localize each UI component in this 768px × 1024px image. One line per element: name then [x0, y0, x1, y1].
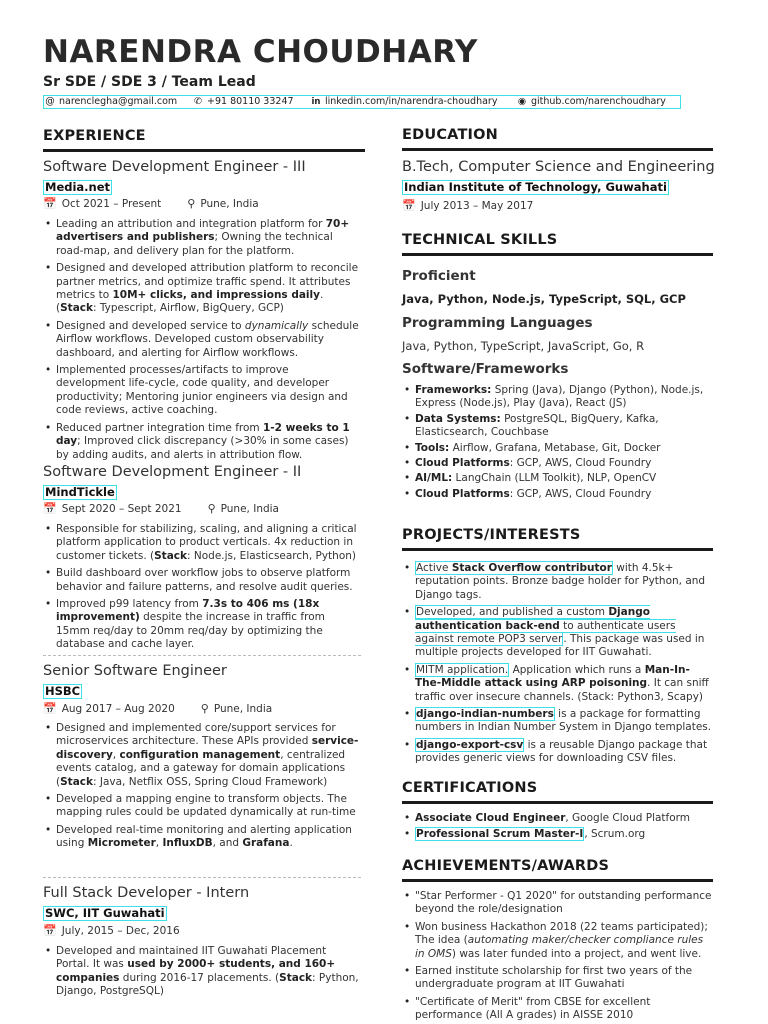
at-icon: @	[45, 96, 55, 107]
calendar-icon: 📅	[43, 502, 57, 515]
certifications-list	[402, 812, 713, 846]
degree-title: B.Tech, Computer Science and Engineering	[402, 159, 715, 175]
list-item[interactable]: • Professional Scrum Master-I, Scrum.org	[402, 828, 713, 841]
list-item: • "Certificate of Merit" from CBSE for excellent performance (All A grades) in AISSE 2010	[402, 996, 713, 1023]
achievements-heading: ACHIEVEMENTS/AWARDS	[402, 858, 610, 874]
list-item: • MITM application. Application which runs a Man-In-The-Middle attack using ARP poisoning. It can sniff traffic over insecure channels. (Stack: Python3, Scapy)	[402, 664, 713, 704]
frameworks-list	[402, 384, 713, 503]
list-item: • Leading an attribution and integration platform for 70+ advertisers and publishers; Owning the technical road-map, and delivery plan for the platform.	[43, 218, 361, 258]
certifications-heading: CERTIFICATIONS	[402, 780, 538, 796]
list-item: • Cloud Platforms: GCP, AWS, Cloud Foundry	[402, 488, 713, 501]
list-item: • Earned institute scholarship for first two years of the undergraduate program at IIT Guwahati	[402, 965, 713, 992]
list-item: • Won business Hackathon 2018 (22 teams participated); The idea (automating maker/checker compliance rules in OMS) was later funded into a project, and went live.	[402, 921, 713, 961]
list-item: • Build dashboard over workflow jobs to observe platform behavior and failure patterns, and resolve audit queries.	[43, 567, 361, 594]
school-link[interactable]: Indian Institute of Technology, Guwahati	[404, 180, 667, 194]
contact-github[interactable]: ◉ github.com/narenchoudhary	[517, 96, 666, 107]
skills-heading: TECHNICAL SKILLS	[402, 232, 558, 248]
resume-name: NARENDRA CHOUDHARY	[43, 34, 478, 70]
github-icon: ◉	[517, 96, 527, 107]
list-item: • Developed, and published a custom Django authentication back-end to authenticate users against remote POP3 server. This package was used in multiple projects developed for IIT Guwahati.	[402, 606, 713, 660]
education-heading: EDUCATION	[402, 127, 499, 143]
proficient-label: Proficient	[402, 268, 476, 284]
divider	[43, 877, 361, 878]
calendar-icon: 📅	[43, 924, 57, 937]
job-bullets	[43, 218, 361, 466]
divider	[43, 655, 361, 656]
proficient-list: Java, Python, Node.js, TypeScript, SQL, GCP	[402, 292, 686, 306]
map-pin-icon: ⚲	[187, 197, 196, 210]
list-item: • AI/ML: LangChain (LLM Toolkit), NLP, OpenCV	[402, 472, 713, 485]
job-title: Senior Software Engineer	[43, 663, 227, 679]
job-meta: 📅 Sept 2020 – Sept 2021 ⚲ Pune, India	[43, 502, 279, 515]
list-item: • Designed and developed service to dynamically schedule Airflow workflows. Developed custom observability dashboard, and alerting for Airflow workflows.	[43, 320, 361, 360]
calendar-icon: 📅	[43, 197, 57, 210]
company-link[interactable]: SWC, IIT Guwahati	[45, 906, 165, 920]
contact-bar	[43, 95, 681, 109]
job-title: Software Development Engineer - III	[43, 159, 306, 175]
projects-heading: PROJECTS/INTERESTS	[402, 527, 581, 543]
company-link[interactable]: HSBC	[45, 684, 81, 698]
job-bullets	[43, 945, 361, 1003]
list-item: • Improved p99 latency from 7.3s to 406 ms (18x improvement) despite the increase in traffic from 15mm req/day to 20mm req/day by optimizing the database and cache layer.	[43, 598, 361, 652]
job-bullets	[43, 722, 361, 855]
contact-email[interactable]: @ narenclegha@gmail.com	[45, 96, 178, 107]
linkedin-icon: in	[311, 97, 321, 107]
resume-subtitle: Sr SDE / SDE 3 / Team Lead	[43, 74, 256, 90]
company-link[interactable]: MindTickle	[45, 485, 115, 499]
list-item: • Implemented processes/artifacts to improve development life-cycle, code quality, and developer productivity; Mentoring junior engineers via design and code reviews, active coaching.	[43, 364, 361, 418]
list-item: • Developed and maintained IIT Guwahati Placement Portal. It was used by 2000+ students, and 160+ companies during 2016-17 placements. (Stack: Python, Django, PostgreSQL)	[43, 945, 361, 999]
section-rule	[402, 253, 713, 256]
section-rule	[402, 548, 713, 551]
list-item: • Developed a mapping engine to transform objects. The mapping rules could be updated dynamically at run-time	[43, 793, 361, 820]
list-item: • Frameworks: Spring (Java), Django (Python), Node.js, Express (Node.js), Play (Java), React (JS)	[402, 384, 713, 411]
list-item: • Tools: Airflow, Grafana, Metabase, Git, Docker	[402, 442, 713, 455]
job-bullets	[43, 523, 361, 656]
company-link[interactable]: Media.net	[45, 180, 111, 194]
map-pin-icon: ⚲	[200, 702, 209, 715]
job-meta: 📅 Oct 2021 – Present ⚲ Pune, India	[43, 197, 259, 210]
list-item: • django-export-csv is a reusable Django package that provides generic views for downloading CSV files.	[402, 739, 713, 766]
list-item: • Reduced partner integration time from 1-2 weeks to 1 day; Improved click discrepancy (>30% in some cases) by adding audits, and alerts in attribution flow.	[43, 422, 361, 462]
job-meta: 📅 Aug 2017 – Aug 2020 ⚲ Pune, India	[43, 702, 273, 715]
list-item: • "Star Performer - Q1 2020" for outstanding performance beyond the role/designation	[402, 890, 713, 917]
phone-icon: ✆	[194, 96, 202, 107]
section-rule	[402, 148, 713, 151]
projects-list	[402, 562, 713, 770]
list-item: • Designed and developed attribution platform to reconcile partner metrics, and optimize traffic spend. It attributes metrics to 10M+ clicks, and impressions daily. (Stack: Typescript, Airflow, BigQuery, GCP)	[43, 262, 361, 316]
section-rule	[43, 149, 365, 152]
list-item: • Associate Cloud Engineer, Google Cloud Platform	[402, 812, 713, 825]
list-item: • Designed and implemented core/support services for microservices architecture. These APIs provided service-discovery, configuration management, centralized events catalog, and a gateway for domain applications (Stack: Java, Netflix OSS, Spring Cloud Framework)	[43, 722, 361, 789]
frameworks-label: Software/Frameworks	[402, 361, 569, 377]
list-item: • Data Systems: PostgreSQL, BigQuery, Kafka, Elasticsearch, Couchbase	[402, 413, 713, 440]
education-meta: 📅 July 2013 – May 2017	[402, 199, 534, 212]
experience-heading: EXPERIENCE	[43, 128, 146, 144]
list-item: • Responsible for stabilizing, scaling, and aligning a critical platform application to product verticals. 4x reduction in customer tickets. (Stack: Node.js, Elasticsearch, Python)	[43, 523, 361, 563]
languages-list: Java, Python, TypeScript, JavaScript, Go, R	[402, 339, 645, 353]
calendar-icon: 📅	[43, 702, 57, 715]
contact-linkedin[interactable]: in linkedin.com/in/narendra-choudhary	[311, 96, 498, 107]
achievements-list	[402, 890, 713, 1024]
section-rule	[402, 801, 713, 804]
job-title: Full Stack Developer - Intern	[43, 885, 250, 901]
map-pin-icon: ⚲	[207, 502, 216, 515]
calendar-icon: 📅	[402, 199, 416, 212]
section-rule	[402, 879, 713, 882]
job-meta: 📅 July, 2015 – Dec, 2016	[43, 924, 180, 937]
list-item: • Developed real-time monitoring and alerting application using Micrometer, InfluxDB, and Grafana.	[43, 824, 361, 851]
list-item: • django-indian-numbers is a package for formatting numbers in Indian Number System in Django templates.	[402, 708, 713, 735]
list-item: • Active Stack Overflow contributor with 4.5k+ reputation points. Bronze badge holder for Python, and Django tags.	[402, 562, 713, 602]
list-item: • Cloud Platforms: GCP, AWS, Cloud Foundry	[402, 457, 713, 470]
job-title: Software Development Engineer - II	[43, 464, 302, 480]
contact-phone[interactable]: ✆ +91 80110 33247	[192, 96, 310, 108]
languages-label: Programming Languages	[402, 315, 593, 331]
